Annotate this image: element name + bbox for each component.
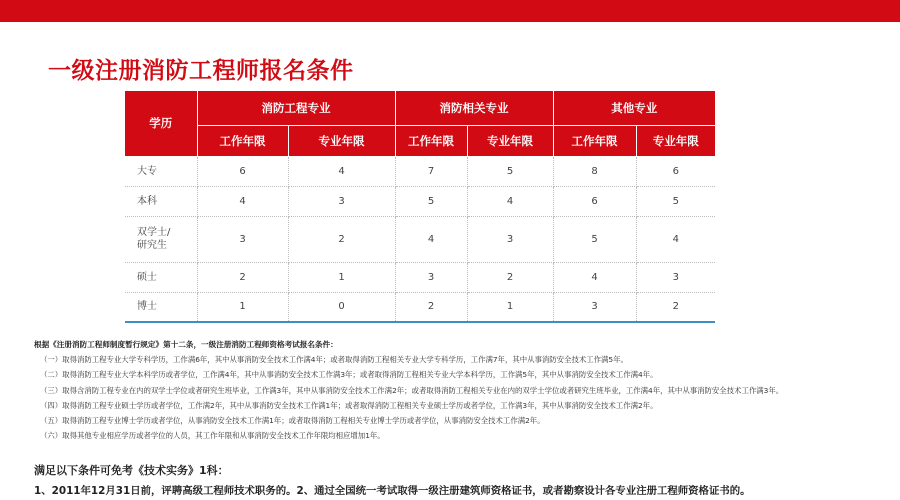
notes-heading: 根据《注册消防工程师制度暂行规定》第十二条，一级注册消防工程师资格考试报名条件： [34, 340, 338, 349]
table-cell: 6 [636, 156, 715, 186]
table-cell: 4 [467, 186, 553, 216]
table-cell: 1 [288, 262, 395, 292]
exemption-title: 满足以下条件可免考《技术实务》1科： [34, 464, 229, 477]
header-education: 学历 [125, 91, 197, 156]
table-cell: 3 [288, 186, 395, 216]
table-cell: 3 [395, 262, 467, 292]
notes-item: （四）取得消防工程专业硕士学历或者学位，工作满2年，其中从事消防安全技术工作满1年；或者取得消防工程相关专业硕士学历或者学位，工作满3年，其中从事消防安全技术工作满2年。 [40, 400, 658, 410]
row-education: 博士 [125, 292, 197, 322]
table-cell: 2 [636, 292, 715, 322]
table-cell: 8 [553, 156, 636, 186]
table-cell: 1 [467, 292, 553, 322]
table-row [125, 216, 715, 262]
subheader-major-years: 专业年限 [636, 125, 715, 156]
table-cell: 2 [395, 292, 467, 322]
row-education-line: 双学士/ [137, 227, 171, 238]
table-cell: 4 [636, 216, 715, 262]
table-cell: 1 [197, 292, 288, 322]
table-cell: 4 [197, 186, 288, 216]
table-cell: 4 [553, 262, 636, 292]
notes-item: （二）取得消防工程专业大学本科学历或者学位，工作满4年，其中从事消防安全技术工作满3年；或者取得消防工程相关专业大学本科学历，工作满5年，其中从事消防安全技术工作满4年。 [40, 370, 658, 380]
header-group-fire-related: 消防相关专业 [395, 91, 553, 125]
table-header-row [125, 91, 715, 125]
table-cell: 3 [636, 262, 715, 292]
table-row [125, 262, 715, 292]
table-cell: 2 [467, 262, 553, 292]
table-cell: 6 [197, 156, 288, 186]
subheader-major-years: 专业年限 [467, 125, 553, 156]
table-cell: 3 [197, 216, 288, 262]
table-subheader-row [125, 125, 715, 156]
notes-item: （六）取得其他专业相应学历或者学位的人员，其工作年限和从事消防安全技术工作年限均相应增加1年。 [40, 431, 385, 441]
row-education [125, 216, 197, 262]
table-cell: 6 [553, 186, 636, 216]
notes-item: （三）取得含消防工程专业在内的双学士学位或者研究生班毕业，工作满3年，其中从事消防安全技术工作满2年；或者取得消防工程相关专业在内的双学士学位或者研究生班毕业，工作满4年，其中从事消防安全技术工作满3年。 [40, 385, 784, 395]
header-group-other: 其他专业 [553, 91, 715, 125]
table-row [125, 292, 715, 322]
table-row [125, 156, 715, 186]
table-cell: 5 [395, 186, 467, 216]
notes-item: （五）取得消防工程专业博士学历或者学位，从事消防安全技术工作满1年；或者取得消防工程相关专业博士学历或者学位，从事消防安全技术工作满2年。 [40, 416, 545, 426]
table-cell: 7 [395, 156, 467, 186]
page-title: 一级注册消防工程师报名条件 [48, 58, 354, 84]
table-cell: 4 [395, 216, 467, 262]
exemption-body: 1、2011年12月31日前，评聘高级工程师技术职务的。2、通过全国统一考试取得一级注册建筑师资格证书，或者勘察设计各专业注册工程师资格证书的。 [34, 485, 751, 497]
table-cell: 3 [467, 216, 553, 262]
row-education: 本科 [125, 186, 197, 216]
requirements-table [125, 91, 715, 323]
row-education: 硕士 [125, 262, 197, 292]
row-education: 大专 [125, 156, 197, 186]
table-cell: 2 [288, 216, 395, 262]
table-cell: 0 [288, 292, 395, 322]
subheader-major-years: 专业年限 [288, 125, 395, 156]
table-cell: 5 [553, 216, 636, 262]
table-cell: 5 [636, 186, 715, 216]
top-banner-bar [0, 0, 900, 22]
subheader-work-years: 工作年限 [553, 125, 636, 156]
subheader-work-years: 工作年限 [395, 125, 467, 156]
table-cell: 3 [553, 292, 636, 322]
notes-item: （一）取得消防工程专业大学专科学历，工作满6年，其中从事消防安全技术工作满4年；或者取得消防工程相关专业大学专科学历，工作满7年，其中从事消防安全技术工作满5年。 [40, 355, 628, 365]
table-cell: 2 [197, 262, 288, 292]
table-row [125, 186, 715, 216]
table-cell: 5 [467, 156, 553, 186]
regulation-notes [34, 337, 894, 443]
header-group-fire-engineering: 消防工程专业 [197, 91, 395, 125]
table-cell: 4 [288, 156, 395, 186]
subheader-work-years: 工作年限 [197, 125, 288, 156]
row-education-line: 研究生 [137, 240, 167, 251]
